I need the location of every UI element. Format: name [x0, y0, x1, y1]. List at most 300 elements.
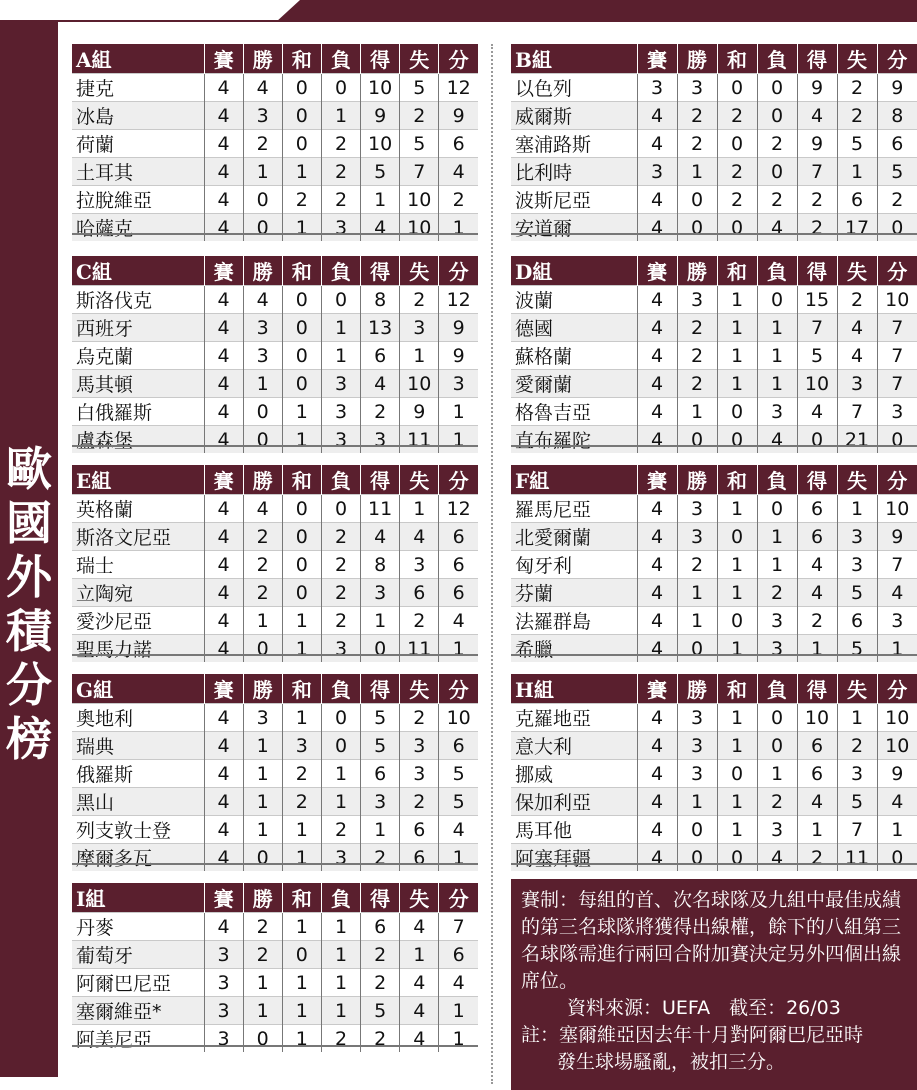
- stat-cell: 1: [717, 495, 757, 523]
- stat-cell: 4: [204, 523, 243, 551]
- stat-cell: 1: [439, 426, 478, 454]
- stat-cell: 4: [400, 523, 439, 551]
- stat-cell: 4: [637, 607, 677, 635]
- table-bottom-rule: [72, 445, 478, 447]
- stat-cell: 4: [204, 74, 243, 102]
- stat-cell: 3: [400, 551, 439, 579]
- team-name: 法羅群島: [511, 607, 637, 635]
- stat-cell: 9: [400, 398, 439, 426]
- stat-cell: 4: [797, 398, 837, 426]
- group-name: E組: [72, 465, 204, 495]
- column-header: 負: [757, 674, 797, 704]
- stat-cell: 1: [757, 342, 797, 370]
- stat-cell: 5: [361, 158, 400, 186]
- group-table-g: [72, 674, 478, 871]
- stat-cell: 4: [400, 1025, 439, 1053]
- table-row: [72, 286, 478, 314]
- stat-cell: 2: [400, 704, 439, 732]
- stat-cell: 17: [837, 214, 877, 242]
- stat-cell: 2: [243, 579, 282, 607]
- stat-cell: 4: [439, 816, 478, 844]
- table-row: [511, 844, 917, 872]
- stat-cell: 0: [717, 426, 757, 454]
- stat-cell: 1: [282, 844, 321, 872]
- column-header: 勝: [243, 674, 282, 704]
- stat-cell: 2: [757, 579, 797, 607]
- stat-cell: 2: [361, 844, 400, 872]
- stat-cell: 1: [282, 969, 321, 997]
- column-header: 賽: [637, 465, 677, 495]
- team-name: 塞爾維亞*: [72, 997, 204, 1025]
- title-char: 分: [6, 658, 52, 712]
- team-name: 北愛爾蘭: [511, 523, 637, 551]
- table-row: [511, 214, 917, 242]
- stat-cell: 4: [243, 74, 282, 102]
- stat-cell: 4: [204, 495, 243, 523]
- stat-cell: 2: [361, 398, 400, 426]
- table-row: [72, 704, 478, 732]
- stat-cell: 2: [243, 130, 282, 158]
- stat-cell: 0: [717, 130, 757, 158]
- column-header: 勝: [677, 465, 717, 495]
- stat-cell: 3: [677, 74, 717, 102]
- column-header: 負: [321, 465, 360, 495]
- group-table-b: [511, 44, 917, 241]
- stat-cell: 4: [243, 286, 282, 314]
- stat-cell: 7: [877, 342, 917, 370]
- table-row: [72, 314, 478, 342]
- stat-cell: 9: [439, 342, 478, 370]
- stat-cell: 3: [677, 286, 717, 314]
- stat-cell: 4: [204, 426, 243, 454]
- table-row: [72, 398, 478, 426]
- stat-cell: 1: [243, 158, 282, 186]
- team-name: 拉脫維亞: [72, 186, 204, 214]
- stat-cell: 0: [757, 495, 797, 523]
- group-name: D組: [511, 256, 637, 286]
- stat-cell: 5: [361, 997, 400, 1025]
- stat-cell: 2: [837, 732, 877, 760]
- group-name: H組: [511, 674, 637, 704]
- stat-cell: 2: [321, 579, 360, 607]
- table-row: [511, 732, 917, 760]
- stat-cell: 3: [877, 398, 917, 426]
- team-name: 英格蘭: [72, 495, 204, 523]
- stat-cell: 3: [837, 523, 877, 551]
- stat-cell: 3: [321, 426, 360, 454]
- stat-cell: 2: [677, 370, 717, 398]
- stat-cell: 1: [243, 370, 282, 398]
- stat-cell: 6: [439, 579, 478, 607]
- stat-cell: 0: [282, 551, 321, 579]
- stat-cell: 3: [361, 426, 400, 454]
- stat-cell: 1: [877, 635, 917, 663]
- title-char: 國: [6, 496, 52, 550]
- stat-cell: 6: [400, 579, 439, 607]
- stat-cell: 2: [677, 102, 717, 130]
- stat-cell: 3: [757, 635, 797, 663]
- stat-cell: 4: [637, 732, 677, 760]
- stat-cell: 6: [400, 816, 439, 844]
- column-header: 賽: [204, 883, 243, 913]
- table-bottom-rule: [511, 445, 917, 447]
- team-name: 阿塞拜疆: [511, 844, 637, 872]
- stat-cell: 0: [243, 844, 282, 872]
- stat-cell: 0: [677, 635, 717, 663]
- stat-cell: 4: [204, 214, 243, 242]
- column-header: 負: [321, 674, 360, 704]
- stat-cell: 2: [717, 102, 757, 130]
- stat-cell: 3: [400, 732, 439, 760]
- stat-cell: 2: [282, 788, 321, 816]
- stat-cell: 0: [757, 158, 797, 186]
- team-name: 愛沙尼亞: [72, 607, 204, 635]
- stat-cell: 0: [877, 214, 917, 242]
- team-name: 阿爾巴尼亞: [72, 969, 204, 997]
- team-name: 西班牙: [72, 314, 204, 342]
- team-name: 俄羅斯: [72, 760, 204, 788]
- column-header: 負: [321, 256, 360, 286]
- stat-cell: 3: [837, 370, 877, 398]
- stat-cell: 2: [243, 913, 282, 941]
- team-name: 匈牙利: [511, 551, 637, 579]
- stat-cell: 5: [837, 788, 877, 816]
- stat-cell: 1: [282, 816, 321, 844]
- stat-cell: 2: [439, 186, 478, 214]
- stat-cell: 4: [637, 314, 677, 342]
- column-header: 和: [717, 674, 757, 704]
- stat-cell: 4: [204, 816, 243, 844]
- stat-cell: 1: [439, 997, 478, 1025]
- team-name: 塞浦路斯: [511, 130, 637, 158]
- stat-cell: 5: [400, 74, 439, 102]
- stat-cell: 2: [400, 102, 439, 130]
- table-bottom-rule: [72, 654, 478, 656]
- stat-cell: 3: [243, 704, 282, 732]
- table-row: [72, 635, 478, 663]
- side-banner: [0, 22, 58, 1077]
- stat-cell: 9: [877, 523, 917, 551]
- column-header: 負: [757, 44, 797, 74]
- stat-cell: 1: [282, 158, 321, 186]
- stat-cell: 0: [877, 844, 917, 872]
- stat-cell: 3: [400, 314, 439, 342]
- stat-cell: 2: [717, 186, 757, 214]
- column-header: 失: [400, 44, 439, 74]
- stat-cell: 1: [361, 816, 400, 844]
- table-row: [511, 495, 917, 523]
- table-bottom-rule: [511, 654, 917, 656]
- stat-cell: 2: [837, 102, 877, 130]
- stat-cell: 0: [282, 286, 321, 314]
- team-name: 羅馬尼亞: [511, 495, 637, 523]
- stat-cell: 2: [797, 607, 837, 635]
- stat-cell: 4: [797, 551, 837, 579]
- stat-cell: 9: [439, 314, 478, 342]
- team-name: 馬耳他: [511, 816, 637, 844]
- stat-cell: 1: [439, 214, 478, 242]
- stat-cell: 4: [877, 788, 917, 816]
- stat-cell: 10: [400, 370, 439, 398]
- stat-cell: 4: [757, 844, 797, 872]
- stat-cell: 4: [837, 342, 877, 370]
- stat-cell: 10: [797, 704, 837, 732]
- stat-cell: 6: [439, 551, 478, 579]
- stat-cell: 4: [637, 286, 677, 314]
- stat-cell: 1: [321, 969, 360, 997]
- team-name: 聖馬力諾: [72, 635, 204, 663]
- stat-cell: 21: [837, 426, 877, 454]
- stat-cell: 4: [637, 102, 677, 130]
- stat-cell: 1: [757, 760, 797, 788]
- stat-cell: 2: [321, 158, 360, 186]
- stat-cell: 1: [717, 788, 757, 816]
- table-row: [72, 844, 478, 872]
- stat-cell: 1: [717, 579, 757, 607]
- stat-cell: 10: [797, 370, 837, 398]
- stat-cell: 0: [243, 426, 282, 454]
- table-row: [511, 158, 917, 186]
- stat-cell: 1: [282, 214, 321, 242]
- stat-cell: 0: [243, 635, 282, 663]
- column-header: 和: [282, 256, 321, 286]
- stat-cell: 0: [717, 760, 757, 788]
- team-name: 土耳其: [72, 158, 204, 186]
- stat-cell: 0: [877, 426, 917, 454]
- stat-cell: 3: [757, 607, 797, 635]
- column-header: 失: [400, 465, 439, 495]
- column-header: 失: [837, 674, 877, 704]
- stat-cell: 0: [361, 635, 400, 663]
- team-name: 烏克蘭: [72, 342, 204, 370]
- stat-cell: 4: [637, 370, 677, 398]
- stat-cell: 1: [797, 816, 837, 844]
- column-header: 負: [321, 44, 360, 74]
- column-header: 負: [321, 883, 360, 913]
- table-row: [72, 426, 478, 454]
- stat-cell: 0: [717, 74, 757, 102]
- group-name: G組: [72, 674, 204, 704]
- stat-cell: 2: [757, 788, 797, 816]
- stat-cell: 6: [797, 523, 837, 551]
- stat-cell: 0: [677, 426, 717, 454]
- stat-cell: 3: [757, 816, 797, 844]
- team-name: 摩爾多瓦: [72, 844, 204, 872]
- column-header: 得: [797, 44, 837, 74]
- stat-cell: 3: [204, 969, 243, 997]
- column-header: 分: [877, 256, 917, 286]
- stat-cell: 3: [677, 523, 717, 551]
- stat-cell: 2: [361, 969, 400, 997]
- stat-cell: 6: [837, 607, 877, 635]
- stat-cell: 11: [400, 426, 439, 454]
- stat-cell: 4: [637, 635, 677, 663]
- column-header: 勝: [243, 883, 282, 913]
- stat-cell: 2: [361, 941, 400, 969]
- stat-cell: 1: [877, 816, 917, 844]
- stat-cell: 9: [797, 130, 837, 158]
- column-header: 得: [361, 44, 400, 74]
- title-char: 積: [6, 604, 52, 658]
- stat-cell: 11: [361, 495, 400, 523]
- stat-cell: 3: [321, 370, 360, 398]
- team-name: 瑞士: [72, 551, 204, 579]
- stat-cell: 4: [243, 495, 282, 523]
- team-name: 阿美尼亞: [72, 1025, 204, 1053]
- stat-cell: 4: [637, 130, 677, 158]
- stat-cell: 3: [321, 844, 360, 872]
- stat-cell: 2: [837, 74, 877, 102]
- group-name: F組: [511, 465, 637, 495]
- stat-cell: 0: [717, 214, 757, 242]
- column-header: 得: [361, 883, 400, 913]
- stat-cell: 4: [637, 788, 677, 816]
- stat-cell: 3: [361, 579, 400, 607]
- stat-cell: 1: [282, 1025, 321, 1053]
- column-header: 賽: [204, 44, 243, 74]
- team-name: 愛爾蘭: [511, 370, 637, 398]
- stat-cell: 2: [321, 816, 360, 844]
- stat-cell: 1: [400, 495, 439, 523]
- stat-cell: 2: [321, 551, 360, 579]
- stat-cell: 10: [877, 286, 917, 314]
- top-banner: [0, 0, 917, 22]
- stat-cell: 1: [757, 523, 797, 551]
- stat-cell: 10: [877, 704, 917, 732]
- stat-cell: 7: [877, 551, 917, 579]
- stat-cell: 4: [637, 214, 677, 242]
- column-header: 和: [717, 465, 757, 495]
- stat-cell: 5: [797, 342, 837, 370]
- stat-cell: 1: [321, 314, 360, 342]
- column-header: 失: [400, 883, 439, 913]
- stat-cell: 0: [717, 607, 757, 635]
- team-name: 直布羅陀: [511, 426, 637, 454]
- stat-cell: 5: [400, 130, 439, 158]
- stat-cell: 3: [677, 495, 717, 523]
- stat-cell: 1: [677, 158, 717, 186]
- stat-cell: 1: [717, 704, 757, 732]
- stat-cell: 1: [717, 635, 757, 663]
- stat-cell: 2: [321, 523, 360, 551]
- column-header: 勝: [243, 465, 282, 495]
- stat-cell: 1: [321, 760, 360, 788]
- group-name: B組: [511, 44, 637, 74]
- stat-cell: 4: [204, 844, 243, 872]
- stat-cell: 4: [637, 495, 677, 523]
- column-header: 和: [282, 883, 321, 913]
- stat-cell: 1: [439, 1025, 478, 1053]
- stat-cell: 4: [757, 426, 797, 454]
- stat-cell: 2: [243, 551, 282, 579]
- table-bottom-rule: [72, 863, 478, 865]
- team-name: 希臘: [511, 635, 637, 663]
- stat-cell: 8: [361, 286, 400, 314]
- column-header: 分: [439, 883, 478, 913]
- stat-cell: 4: [439, 969, 478, 997]
- stat-cell: 4: [204, 130, 243, 158]
- table-row: [72, 969, 478, 997]
- stat-cell: 4: [204, 370, 243, 398]
- column-header: 和: [717, 44, 757, 74]
- stat-cell: 1: [717, 816, 757, 844]
- table-row: [511, 788, 917, 816]
- stat-cell: 7: [797, 314, 837, 342]
- team-name: 意大利: [511, 732, 637, 760]
- stat-cell: 9: [877, 74, 917, 102]
- stat-cell: 5: [837, 130, 877, 158]
- stat-cell: 4: [361, 370, 400, 398]
- column-header: 得: [361, 256, 400, 286]
- table-row: [511, 579, 917, 607]
- team-name: 德國: [511, 314, 637, 342]
- stat-cell: 7: [400, 158, 439, 186]
- column-header: 賽: [204, 465, 243, 495]
- stat-cell: 0: [717, 523, 757, 551]
- team-name: 荷蘭: [72, 130, 204, 158]
- notes-box: [511, 879, 917, 1090]
- stat-cell: 2: [677, 551, 717, 579]
- team-name: 黑山: [72, 788, 204, 816]
- stat-cell: 5: [361, 732, 400, 760]
- team-name: 安道爾: [511, 214, 637, 242]
- stat-cell: 4: [637, 844, 677, 872]
- stat-cell: 4: [877, 579, 917, 607]
- table-row: [72, 495, 478, 523]
- stat-cell: 1: [439, 398, 478, 426]
- group-name: I組: [72, 883, 204, 913]
- stat-cell: 5: [439, 760, 478, 788]
- team-name: 盧森堡: [72, 426, 204, 454]
- stat-cell: 1: [717, 370, 757, 398]
- table-row: [511, 74, 917, 102]
- column-header: 負: [757, 256, 797, 286]
- stat-cell: 6: [361, 760, 400, 788]
- stat-cell: 9: [361, 102, 400, 130]
- stat-cell: 4: [637, 816, 677, 844]
- column-header: 分: [439, 465, 478, 495]
- stat-cell: 3: [321, 214, 360, 242]
- stat-cell: 0: [797, 426, 837, 454]
- stat-cell: 4: [204, 607, 243, 635]
- column-header: 勝: [677, 256, 717, 286]
- table-row: [72, 760, 478, 788]
- stat-cell: 0: [282, 941, 321, 969]
- table-row: [72, 551, 478, 579]
- table-row: [72, 941, 478, 969]
- stat-cell: 0: [321, 732, 360, 760]
- stat-cell: 2: [400, 607, 439, 635]
- stat-cell: 6: [361, 913, 400, 941]
- group-name: A組: [72, 44, 204, 74]
- table-row: [511, 760, 917, 788]
- stat-cell: 1: [837, 158, 877, 186]
- stat-cell: 4: [637, 579, 677, 607]
- stat-cell: 4: [204, 158, 243, 186]
- table-row: [72, 186, 478, 214]
- stat-cell: 8: [361, 551, 400, 579]
- stat-cell: 3: [361, 788, 400, 816]
- stat-cell: 4: [837, 314, 877, 342]
- stat-cell: 3: [837, 551, 877, 579]
- table-bottom-rule: [72, 1045, 478, 1047]
- column-header: 失: [837, 256, 877, 286]
- page-title: [0, 442, 58, 766]
- stat-cell: 9: [797, 74, 837, 102]
- column-header: 和: [282, 44, 321, 74]
- stat-cell: 1: [321, 997, 360, 1025]
- column-header: 賽: [637, 674, 677, 704]
